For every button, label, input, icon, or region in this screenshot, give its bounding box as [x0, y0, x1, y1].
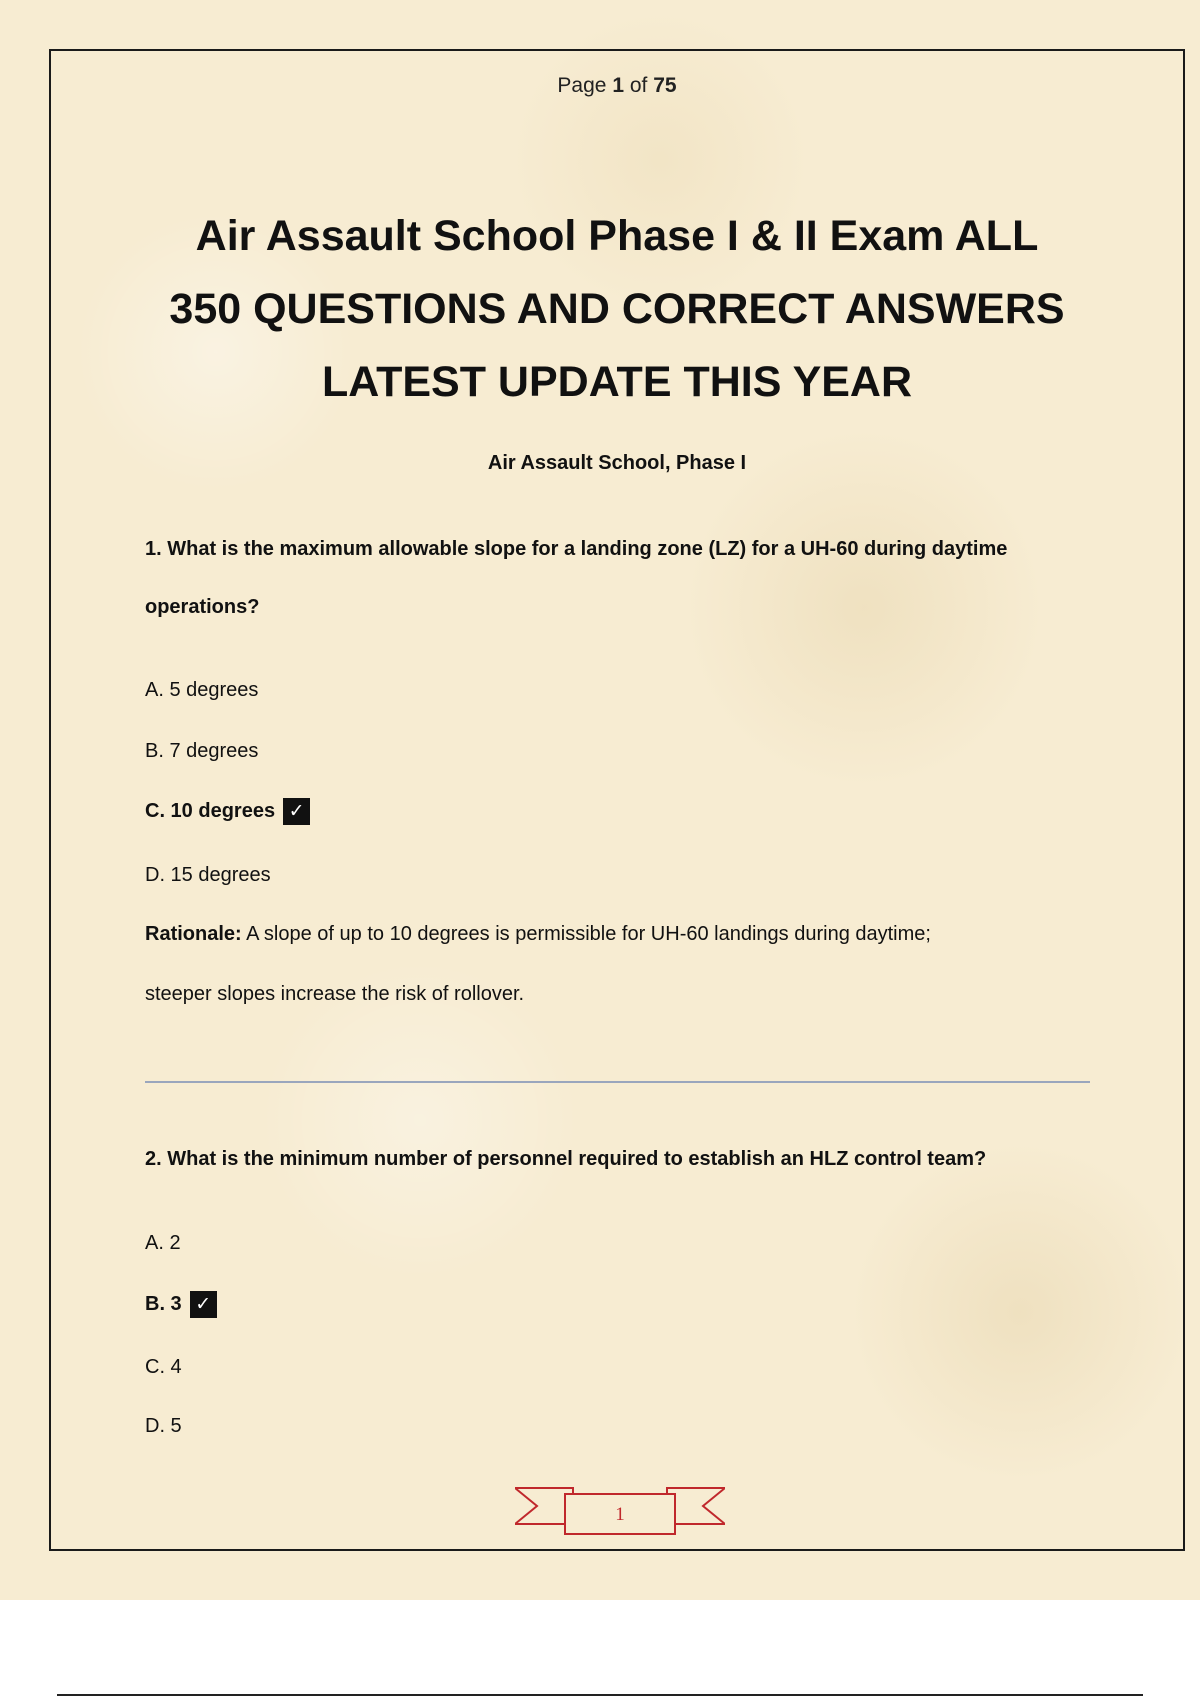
title-line-3: LATEST UPDATE THIS YEAR [321, 358, 913, 406]
question-1-option-c [145, 797, 310, 825]
question-1-option-c-label: C. 10 degrees [145, 800, 276, 822]
rationale-label: Rationale: [145, 923, 242, 945]
question-2-option-b-label: B. 3 [145, 1293, 182, 1315]
question-2-option-d: D. 5 [145, 1415, 182, 1437]
document-title [130, 200, 1104, 419]
question-2 [145, 1130, 1095, 1188]
checkmark-icon: ✓ [190, 1291, 217, 1318]
title-line-1: Air Assault School Phase I & II Exam ALL [195, 212, 1039, 260]
page-number-ribbon [515, 1480, 725, 1540]
rationale-line-1: A slope of up to 10 degrees is permissible for UH-60 landings during daytime; [246, 923, 931, 945]
section-divider [145, 1081, 1090, 1083]
checkmark-icon: ✓ [283, 798, 310, 825]
question-1-option-d: D. 15 degrees [145, 864, 271, 886]
question-1-line-2: operations? [145, 596, 260, 618]
question-1-option-a: A. 5 degrees [145, 679, 259, 701]
title-line-2: 350 QUESTIONS AND CORRECT ANSWERS [169, 285, 1065, 333]
page-number: 1 [612, 74, 624, 97]
ribbon-page-number: 1 [615, 1504, 625, 1525]
question-2-option-a: A. 2 [145, 1232, 181, 1254]
bottom-rule [57, 1694, 1143, 1696]
page-label: Page [557, 74, 607, 97]
question-2-text: 2. What is the minimum number of personnel required to establish an HLZ control team? [145, 1148, 987, 1170]
question-1-text [145, 520, 1095, 636]
page-total: 75 [653, 74, 677, 97]
section-subtitle: Air Assault School, Phase I [487, 452, 747, 474]
question-1-rationale [145, 904, 1095, 1024]
question-2-option-c: C. 4 [145, 1356, 182, 1378]
question-1-option-b: B. 7 degrees [145, 740, 259, 762]
page-counter [0, 74, 1200, 98]
question-1-line-1: 1. What is the maximum allowable slope for a landing zone (LZ) for a UH-60 during daytime [145, 538, 1008, 560]
rationale-line-2: steeper slopes increase the risk of rollover. [145, 983, 525, 1005]
question-2-option-b [145, 1290, 217, 1318]
page-of-label: of [629, 74, 648, 97]
question-1 [145, 520, 1095, 636]
